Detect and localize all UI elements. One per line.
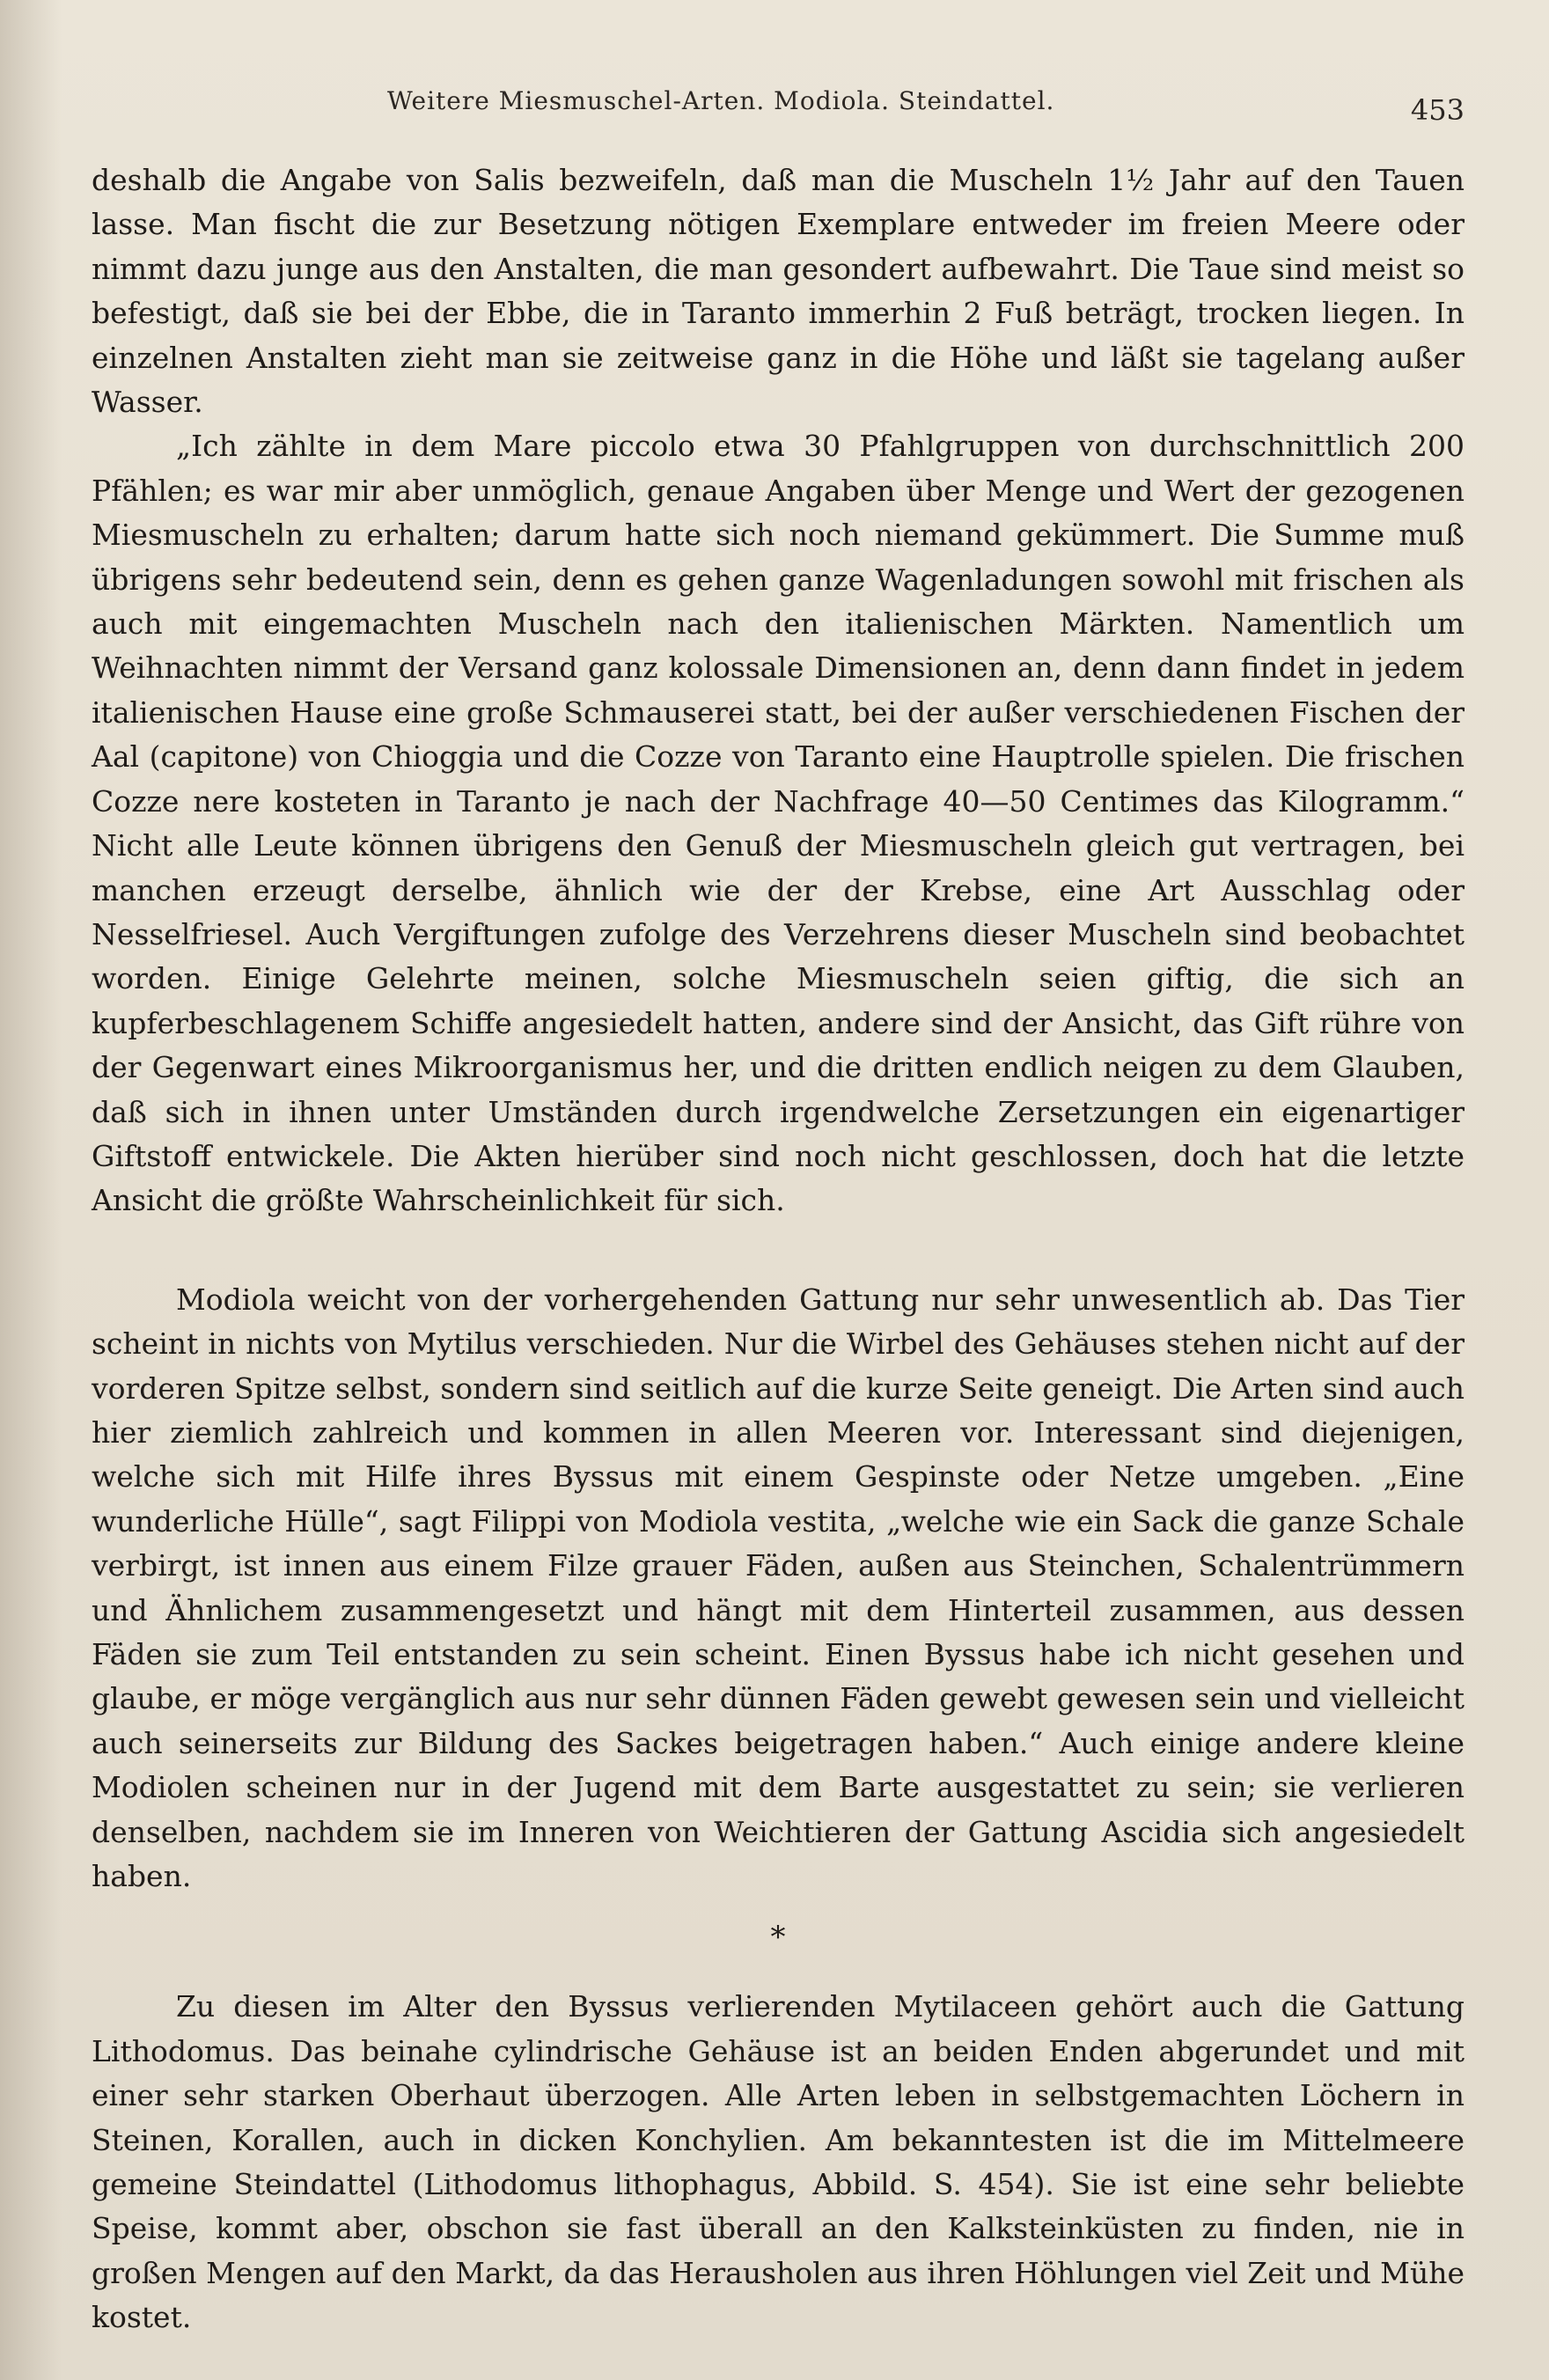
section-separator: * [770,1920,786,1956]
paragraph-1: deshalb die Angabe von Salis bezweifeln, daß man die Muscheln 1½ Jahr auf den Tauen lasse. Man fischt die zur Besetzung nötigen Exemplare entweder im freien Meere oder nimmt dazu junge aus den Anstalten, die man gesondert aufbewahrt. Die Taue sind meist so befestigt, daß sie bei der Ebbe, die in Taranto immerhin 2 Fuß beträgt, trocken liegen. In einzelnen Anstalten zieht man sie zeitweise ganz in die Höhe und läßt sie tagelang außer Wasser. [92,163,1465,420]
separator-gap-bottom [92,1955,1465,1985]
section-gap [92,1223,1465,1278]
body-text [92,158,1465,2340]
paragraph-2: „Ich zählte in dem Mare piccolo etwa 30 Pfahlgruppen von durchschnittlich 200 Pfählen; es war mir aber unmöglich, genaue Angaben über Menge und Wert der gezogenen Miesmuscheln zu erhalten; darum hatte sich noch niemand gekümmert. Die Summe muß übrigens sehr bedeutend sein, denn es gehen ganze Wagenladungen sowohl mit frischen als auch mit eingemachten Muscheln nach den italienischen Märkten. Namentlich um Weihnachten nimmt der Versand ganz kolossale Dimensionen an, denn dann findet in jedem italienischen Hause eine große Schmauserei statt, bei der außer verschiedenen Fischen der Aal (capitone) von Chioggia und die Cozze von Taranto eine Hauptrolle spielen. Die frischen Cozze nere kosteten in Taranto je nach der Nachfrage 40—50 Centimes das Kilogramm.“ Nicht alle Leute können übrigens den Genuß der Miesmuscheln gleich gut vertragen, bei manchen erzeugt derselbe, ähnlich wie der der Krebse, eine Art Ausschlag oder Nesselfriesel. Auch Vergiftungen zufolge des Verzehrens dieser Muscheln sind beobachtet worden. Einige Gelehrte meinen, solche Miesmuscheln seien giftig, die sich an kupferbeschlagenem Schiffe angesiedelt hatten, andere sind der Ansicht, das Gift rühre von der Gegenwart eines Mikroorganismus her, und die dritten endlich neigen zu dem Glauben, daß sich in ihnen unter Umständen durch irgendwelche Zersetzungen ein eigenartiger Giftstoff entwickele. Die Akten hierüber sind noch nicht geschlossen, doch hat die letzte Ansicht die größte Wahrscheinlichkeit für sich. [92,429,1465,1218]
separator-gap-top [92,1899,1465,1920]
running-head: Weitere Miesmuschel-Arten. Modiola. Steindattel. [387,86,1055,115]
paragraph-4-lithodomus: Zu diesen im Alter den Byssus verlierenden Mytilaceen gehört auch die Gattung Lithodomus. Das beinahe cylindrische Gehäuse ist an beiden Enden abgerundet und mit einer sehr starken Oberhaut überzogen. Alle Arten leben in selbstgemachten Löchern in Steinen, Korallen, auch in dicken Konchylien. Am bekanntesten ist die im Mittelmeere gemeine Steindattel (Lithodomus lithophagus, Abbild. S. 454). Sie ist eine sehr beliebte Speise, kommt aber, obschon sie fast überall an den Kalksteinküsten zu finden, nie in großen Mengen auf den Markt, da das Herausholen aus ihren Höhlungen viel Zeit und Mühe kostet. [92,1989,1465,2335]
page-number: 453 [1410,93,1465,127]
page-gutter-shadow [0,0,62,2380]
paragraph-3-modiola: Modiola weicht von der vorhergehenden Gattung nur sehr unwesentlich ab. Das Tier scheint in nichts von Mytilus verschieden. Nur die Wirbel des Gehäuses stehen nicht auf der vorderen Spitze selbst, sondern sind seitlich auf die kurze Seite geneigt. Die Arten sind auch hier ziemlich zahlreich und kommen in allen Meeren vor. Interessant sind diejenigen, welche sich mit Hilfe ihres Byssus mit einem Gespinste oder Netze umgeben. „Eine wunderliche Hülle“, sagt Filippi von Modiola vestita, „welche wie ein Sack die ganze Schale verbirgt, ist innen aus einem Filze grauer Fäden, außen aus Steinchen, Schalentrümmern und Ähnlichem zusammengesetzt und hängt mit dem Hinterteil zusammen, aus dessen Fäden sie zum Teil entstanden zu sein scheint. Einen Byssus habe ich nicht gesehen und glaube, er möge vergänglich aus nur sehr dünnen Fäden gewebt gewesen sein und vielleicht auch seinerseits zur Bildung des Sackes beigetragen haben.“ Auch einige andere kleine Modiolen scheinen nur in der Jugend mit dem Barte ausgestattet zu sein; sie verlieren denselben, nachdem sie im Inneren von Weichtieren der Gattung Ascidia sich angesiedelt haben. [92,1282,1465,1894]
